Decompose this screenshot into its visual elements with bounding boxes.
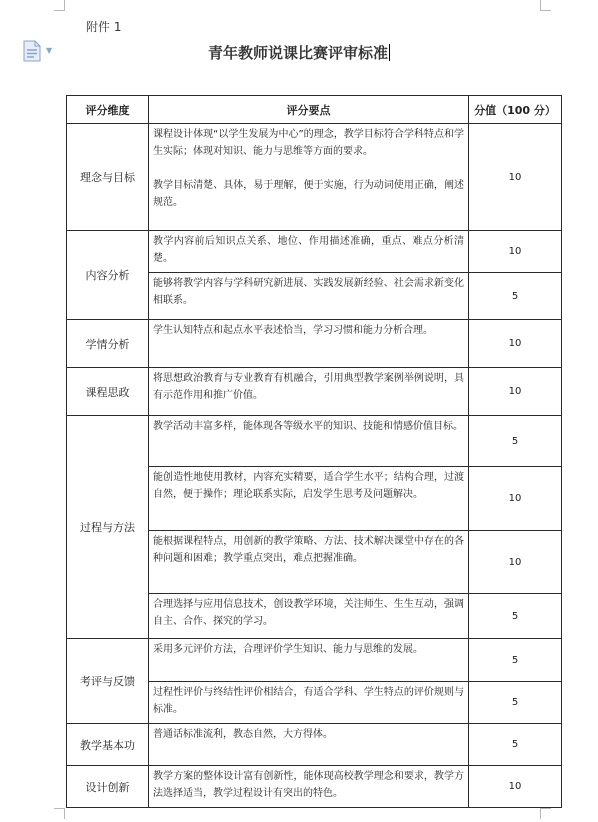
table-row (67, 320, 562, 368)
dimension-cell: 设计创新 (67, 766, 149, 808)
criteria-cell: 采用多元评价方法，合理评价学生知识、能力与思维的发展。 (149, 639, 469, 682)
criteria-cell: 学生认知特点和起点水平表述恰当，学习习惯和能力分析合理。 (149, 320, 469, 368)
score-cell: 5 (469, 639, 562, 682)
criteria-cell: 能够将教学内容与学科研究新进展、实践发展新经验、社会需求新变化相联系。 (149, 273, 469, 320)
criteria-cell: 将思想政治教育与专业教育有机融合，引用典型教学案例举例说明，具有示范作用和推广价值。 (149, 368, 469, 416)
dimension-cell: 过程与方法 (67, 416, 149, 639)
dimension-cell: 考评与反馈 (67, 639, 149, 724)
score-cell: 5 (469, 682, 562, 724)
table-row (67, 639, 562, 682)
criteria-cell: 教学方案的整体设计富有创新性，能体现高校教学理念和要求，教学方法选择适当，教学过程设计有突出的特色。 (149, 766, 469, 808)
criteria-cell: 合理选择与应用信息技术，创设教学环境，关注师生、生生互动，强调自主、合作、探究的学习。 (149, 594, 469, 639)
criteria-cell: 教学活动丰富多样，能体现各等级水平的知识、技能和情感价值目标。 (149, 416, 469, 467)
score-cell: 10 (469, 320, 562, 368)
criteria-text: 课程设计体现“以学生发展为中心”的理念，教学目标符合学科特点和学生实际；体现对知识、能力与思维等方面的要求。 (153, 129, 464, 157)
dimension-cell: 理念与目标 (67, 124, 149, 231)
score-cell: 5 (469, 416, 562, 467)
dimension-cell: 课程思政 (67, 368, 149, 416)
table-row (67, 368, 562, 416)
score-cell: 10 (469, 766, 562, 808)
document-title[interactable] (0, 42, 598, 63)
criteria-cell: 能创造性地使用教材，内容充实精要，适合学生水平；结构合理，过渡自然，便于操作；理论联系实际，启发学生思考及问题解决。 (149, 467, 469, 531)
table-row (67, 231, 562, 273)
table-row (67, 724, 562, 766)
criteria-cell: 能根据课程特点，用创新的教学策略、方法、技术解决课堂中存在的各种问题和困难；教学重点突出，难点把握准确。 (149, 531, 469, 594)
header-points: 评分要点 (149, 96, 469, 124)
title-text: 青年教师说课比赛评审标准 (207, 44, 388, 62)
score-cell: 5 (469, 594, 562, 639)
text-cursor (389, 44, 390, 61)
score-cell: 10 (469, 368, 562, 416)
score-cell: 10 (469, 231, 562, 273)
header-row (67, 96, 562, 124)
criteria-cell: 过程性评价与终结性评价相结合，有适合学科、学生特点的评价规则与标准。 (149, 682, 469, 724)
header-score: 分值（100 分） (469, 96, 562, 124)
criteria-cell (149, 124, 469, 231)
criteria-cell: 普通话标准流利，教态自然，大方得体。 (149, 724, 469, 766)
table-row (67, 416, 562, 467)
dimension-cell: 学情分析 (67, 320, 149, 368)
score-cell: 10 (469, 467, 562, 531)
attachment-label: 附件 1 (86, 20, 122, 34)
table-row (67, 766, 562, 808)
dimension-cell: 教学基本功 (67, 724, 149, 766)
score-cell: 5 (469, 724, 562, 766)
score-cell: 10 (469, 124, 562, 231)
chevron-down-icon[interactable]: ▼ (46, 46, 53, 55)
crop-mark-top-right (540, 0, 551, 11)
score-cell: 5 (469, 273, 562, 320)
dimension-cell: 内容分析 (67, 231, 149, 320)
criteria-cell: 教学内容前后知识点关系、地位、作用描述准确，重点、难点分析清楚。 (149, 231, 469, 273)
scoring-table (66, 95, 562, 808)
crop-mark-bottom-left (54, 808, 65, 819)
score-cell: 10 (469, 531, 562, 594)
crop-mark-bottom-right (540, 808, 551, 819)
header-dimension: 评分维度 (67, 96, 149, 124)
crop-mark-top-left (54, 0, 65, 11)
criteria-text: 教学目标清楚、具体，易于理解，便于实施，行为动词使用正确，阐述规范。 (153, 180, 464, 208)
table-row (67, 124, 562, 231)
